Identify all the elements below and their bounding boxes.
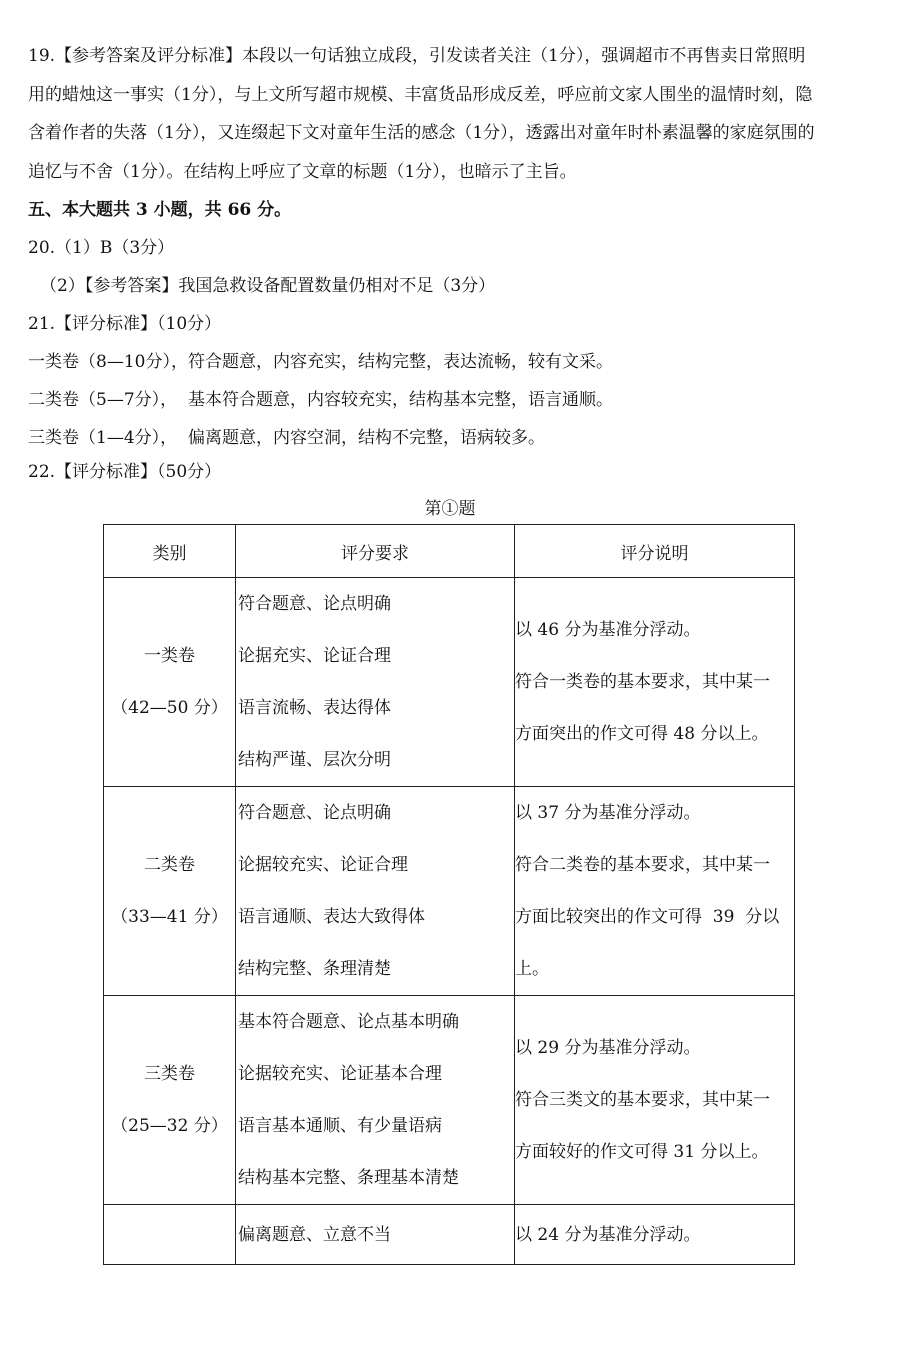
requirements-cell [236,787,515,996]
explanation-cell [515,787,795,996]
category-cell [104,1205,236,1265]
requirements-cell [236,578,515,787]
text-line: 二类卷（5—7分）， 基本符合题意，内容较充实，结构基本完整，语言通顺。 [28,390,613,410]
text-line: （2）【参考答案】我国急救设备配置数量仍相对不足（3分） [40,276,496,296]
explanation-line: 方面比较突出的作文可得 39 分以 [515,907,780,927]
category-name: 一类卷 [144,646,195,666]
requirement-item: 语言通顺、表达大致得体 [238,907,425,927]
requirement-item: 基本符合题意、论点基本明确 [238,1012,459,1032]
table-row [104,578,795,787]
requirement-item: 论据较充实、论证合理 [238,855,408,875]
explanation-line: 以 46 分为基准分浮动。 [515,620,701,640]
explanation-line: 以 37 分为基准分浮动。 [515,803,701,823]
text-line: 21.【评分标准】（10分） [28,314,222,334]
requirements-cell [236,1205,515,1265]
table-row [104,996,795,1205]
explanation-line: 方面较好的作文可得 31 分以上。 [515,1142,769,1162]
table-header-row [104,525,795,578]
category-range: （25—32 分） [111,1116,228,1136]
requirement-item: 结构严谨、层次分明 [238,750,391,770]
header-requirements: 评分要求 [236,525,515,578]
requirements-cell [236,996,515,1205]
table-caption: 第①题 [424,499,476,519]
requirement-item: 语言流畅、表达得体 [238,698,391,718]
category-cell [104,578,236,787]
explanation-cell [515,1205,795,1265]
text-line: 一类卷（8—10分），符合题意，内容充实，结构完整，表达流畅，较有文采。 [28,352,613,372]
category-cell [104,996,236,1205]
header-category: 类别 [104,525,236,578]
text-line: 20.（1）B（3分） [28,238,175,258]
header-explanation: 评分说明 [515,525,795,578]
requirement-item: 结构完整、条理清楚 [238,959,391,979]
section-heading: 五、本大题共 3 小题，共 66 分。 [28,200,292,220]
category-name: 三类卷 [144,1064,195,1084]
category-range: （33—41 分） [111,907,228,927]
category-range: （42—50 分） [111,698,228,718]
explanation-line: 以 24 分为基准分浮动。 [515,1224,701,1245]
grading-table [103,524,795,1265]
requirement-item: 偏离题意、立意不当 [238,1224,391,1245]
explanation-line: 符合三类文的基本要求，其中某一 [515,1090,770,1110]
explanation-line: 方面突出的作文可得 48 分以上。 [515,724,769,744]
requirement-item: 符合题意、论点明确 [238,594,391,614]
requirement-item: 语言基本通顺、有少量语病 [238,1116,442,1136]
table-row [104,1205,795,1265]
explanation-line: 上。 [515,959,549,979]
table-row [104,787,795,996]
explanation-cell [515,578,795,787]
text-line: 19.【参考答案及评分标准】本段以一句话独立成段，引发读者关注（1分），强调超市不再售卖日常照明 [28,46,806,66]
explanation-line: 符合二类卷的基本要求，其中某一 [515,855,770,875]
explanation-line: 符合一类卷的基本要求，其中某一 [515,672,770,692]
explanation-line: 以 29 分为基准分浮动。 [515,1038,701,1058]
explanation-cell [515,996,795,1205]
requirement-item: 论据充实、论证合理 [238,646,391,666]
text-line: 含着作者的失落（1分），又连缀起下文对童年生活的感念（1分），透露出对童年时朴素温馨的家庭氛围的 [28,123,815,143]
category-name: 二类卷 [144,855,195,875]
requirement-item: 论据较充实、论证基本合理 [238,1064,442,1084]
text-line: 22.【评分标准】（50分） [28,462,222,482]
requirement-item: 结构基本完整、条理基本清楚 [238,1168,459,1188]
text-line: 用的蜡烛这一事实（1分），与上文所写超市规模、丰富货品形成反差，呼应前文家人围坐的温情时刻，隐 [28,85,813,105]
text-line: 三类卷（1—4分）， 偏离题意，内容空洞，结构不完整，语病较多。 [28,428,545,448]
text-line: 追忆与不舍（1分）。在结构上呼应了文章的标题（1分），也暗示了主旨。 [28,162,577,182]
requirement-item: 符合题意、论点明确 [238,803,391,823]
category-cell [104,787,236,996]
